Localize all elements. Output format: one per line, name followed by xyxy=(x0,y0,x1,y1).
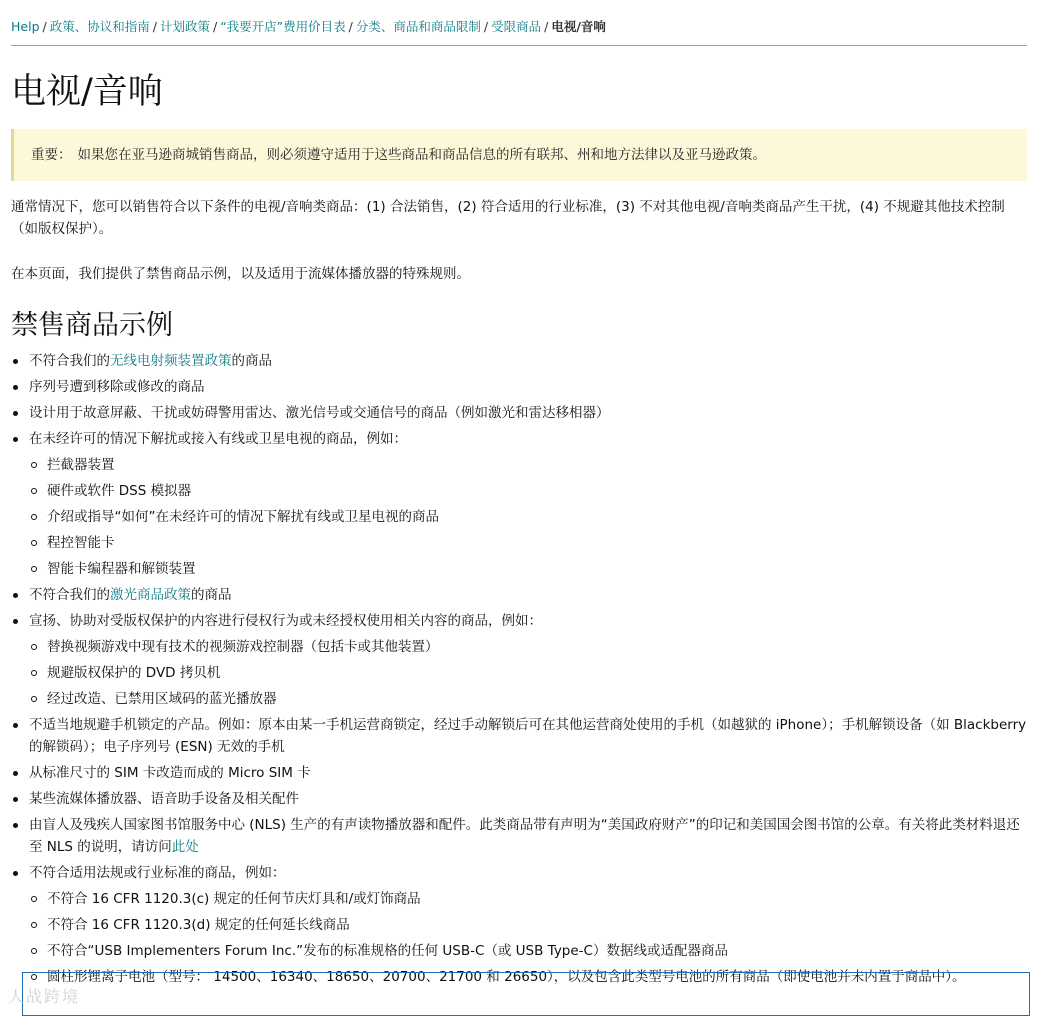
breadcrumb-separator: / xyxy=(544,19,549,34)
sub-list-item: 智能卡编程器和解锁装置 xyxy=(29,558,1027,580)
item-text: 宣扬、协助对受版权保护的内容进行侵权行为或未经授权使用相关内容的商品，例如： xyxy=(29,613,542,629)
item-text: 不符合适用法规或行业标准的商品，例如： xyxy=(29,865,286,881)
list-item: 序列号遭到移除或修改的商品 xyxy=(11,376,1027,398)
item-text: 不符合我们的 xyxy=(29,587,110,603)
intro-paragraph: 通常情况下，您可以销售符合以下条件的电视/音响类商品：(1) 合法销售，(2) 符合适用的行业标准，(3) 不对其他电视/音响类商品产生干扰，(4) 不规避其他技术控制（如版权保护）。 xyxy=(11,199,1005,237)
list-item xyxy=(11,862,1027,988)
breadcrumb-separator: / xyxy=(212,19,218,34)
breadcrumb-separator: / xyxy=(348,19,353,34)
sub-list-item: 经过改造、已禁用区域码的蓝光播放器 xyxy=(29,688,1027,710)
list-item xyxy=(11,610,1027,710)
breadcrumb-link-program-policies[interactable]: 计划政策 xyxy=(159,19,210,34)
list-item xyxy=(11,584,1027,606)
page-overview-paragraph: 在本页面，我们提供了禁售商品示例，以及适用于流媒体播放器的特殊规则。 xyxy=(11,266,470,282)
breadcrumb-separator: / xyxy=(152,19,157,34)
item-text: 的商品 xyxy=(191,587,232,603)
item-text: 由盲人及残疾人国家图书馆服务中心 (NLS) 生产的有声读物播放器和配件。此类商品带有声明为“美国政府财产”的印记和美国国会图书馆的公章。有关将此类材料退还至 NLS 的说明，请访问 xyxy=(29,817,1020,855)
sub-list-item: 规避版权保护的 DVD 拷贝机 xyxy=(29,662,1027,684)
sub-list-item: 拦截器装置 xyxy=(29,454,1027,476)
notice-label: 重要： xyxy=(31,147,72,163)
help-page xyxy=(11,0,1027,992)
breadcrumb-separator: / xyxy=(42,19,47,34)
section-title: 禁售商品示例 xyxy=(11,310,173,341)
list-item: 从标准尺寸的 SIM 卡改造而成的 Micro SIM 卡 xyxy=(11,762,1027,784)
sub-list xyxy=(29,454,1027,580)
breadcrumb-current: 电视/音响 xyxy=(551,19,606,34)
list-item xyxy=(11,814,1027,858)
list-item: 不适当地规避手机锁定的产品。例如：原本由某一手机运营商锁定，经过手动解锁后可在其他运营商处使用的手机（如越狱的 iPhone）；手机解锁设备（如 Blackberry 的解锁码）；电子序列号 (ESN) 无效的手机 xyxy=(11,714,1027,758)
item-text: 的商品 xyxy=(231,353,272,369)
breadcrumb-separator: / xyxy=(483,19,489,34)
item-text: 不符合我们的 xyxy=(29,353,110,369)
breadcrumb-link-categories[interactable]: 分类、商品和商品限制 xyxy=(355,19,481,34)
watermark: 人战跨境 xyxy=(8,987,81,1006)
list-item xyxy=(11,428,1027,580)
breadcrumb xyxy=(11,0,1027,46)
breadcrumb-link-restricted[interactable]: 受限商品 xyxy=(491,19,542,34)
sub-list-item: 程控智能卡 xyxy=(29,532,1027,554)
sub-list xyxy=(29,636,1027,710)
sub-list-item: 介绍或指导“如何”在未经许可的情况下解扰有线或卫星电视的商品 xyxy=(29,506,1027,528)
page-title: 电视/音响 xyxy=(11,72,163,112)
list-item xyxy=(11,350,1027,372)
laser-policy-link[interactable]: 激光商品政策 xyxy=(110,587,191,603)
sub-list-item: 硬件或软件 DSS 模拟器 xyxy=(29,480,1027,502)
sub-list-item: 圆柱形锂离子电池（型号： 14500、16340、18650、20700、21700 和 26650），以及包含此类型号电池的所有商品（即使电池并未内置于商品中）。 xyxy=(29,966,1027,988)
highlight-box xyxy=(22,972,1030,1016)
sub-list-item: 不符合 16 CFR 1120.3(d) 规定的任何延长线商品 xyxy=(29,914,1027,936)
breadcrumb-link-fee-schedule[interactable]: “我要开店”费用价目表 xyxy=(220,19,346,34)
prohibited-list xyxy=(11,350,1027,988)
sub-list-item: 不符合 16 CFR 1120.3(c) 规定的任何节庆灯具和/或灯饰商品 xyxy=(29,888,1027,910)
breadcrumb-link-help[interactable]: Help xyxy=(11,19,40,34)
important-notice xyxy=(11,129,1027,181)
item-text: 在未经许可的情况下解扰或接入有线或卫星电视的商品，例如： xyxy=(29,431,407,447)
list-item: 某些流媒体播放器、语音助手设备及相关配件 xyxy=(11,788,1027,810)
sub-list-item: 替换视频游戏中现有技术的视频游戏控制器（包括卡或其他装置） xyxy=(29,636,1027,658)
rf-device-policy-link[interactable]: 无线电射频装置政策 xyxy=(110,353,232,369)
sub-list-item: 不符合“USB Implementers Forum Inc.”发布的标准规格的任何 USB-C（或 USB Type-C）数据线或适配器商品 xyxy=(29,940,1027,962)
nls-return-link[interactable]: 此处 xyxy=(171,839,199,855)
list-item: 设计用于故意屏蔽、干扰或妨碍警用雷达、激光信号或交通信号的商品（例如激光和雷达移相器） xyxy=(11,402,1027,424)
breadcrumb-link-policies[interactable]: 政策、协议和指南 xyxy=(49,19,150,34)
notice-text: 如果您在亚马逊商城销售商品，则必须遵守适用于这些商品和商品信息的所有联邦、州和地方法律以及亚马逊政策。 xyxy=(77,147,766,163)
